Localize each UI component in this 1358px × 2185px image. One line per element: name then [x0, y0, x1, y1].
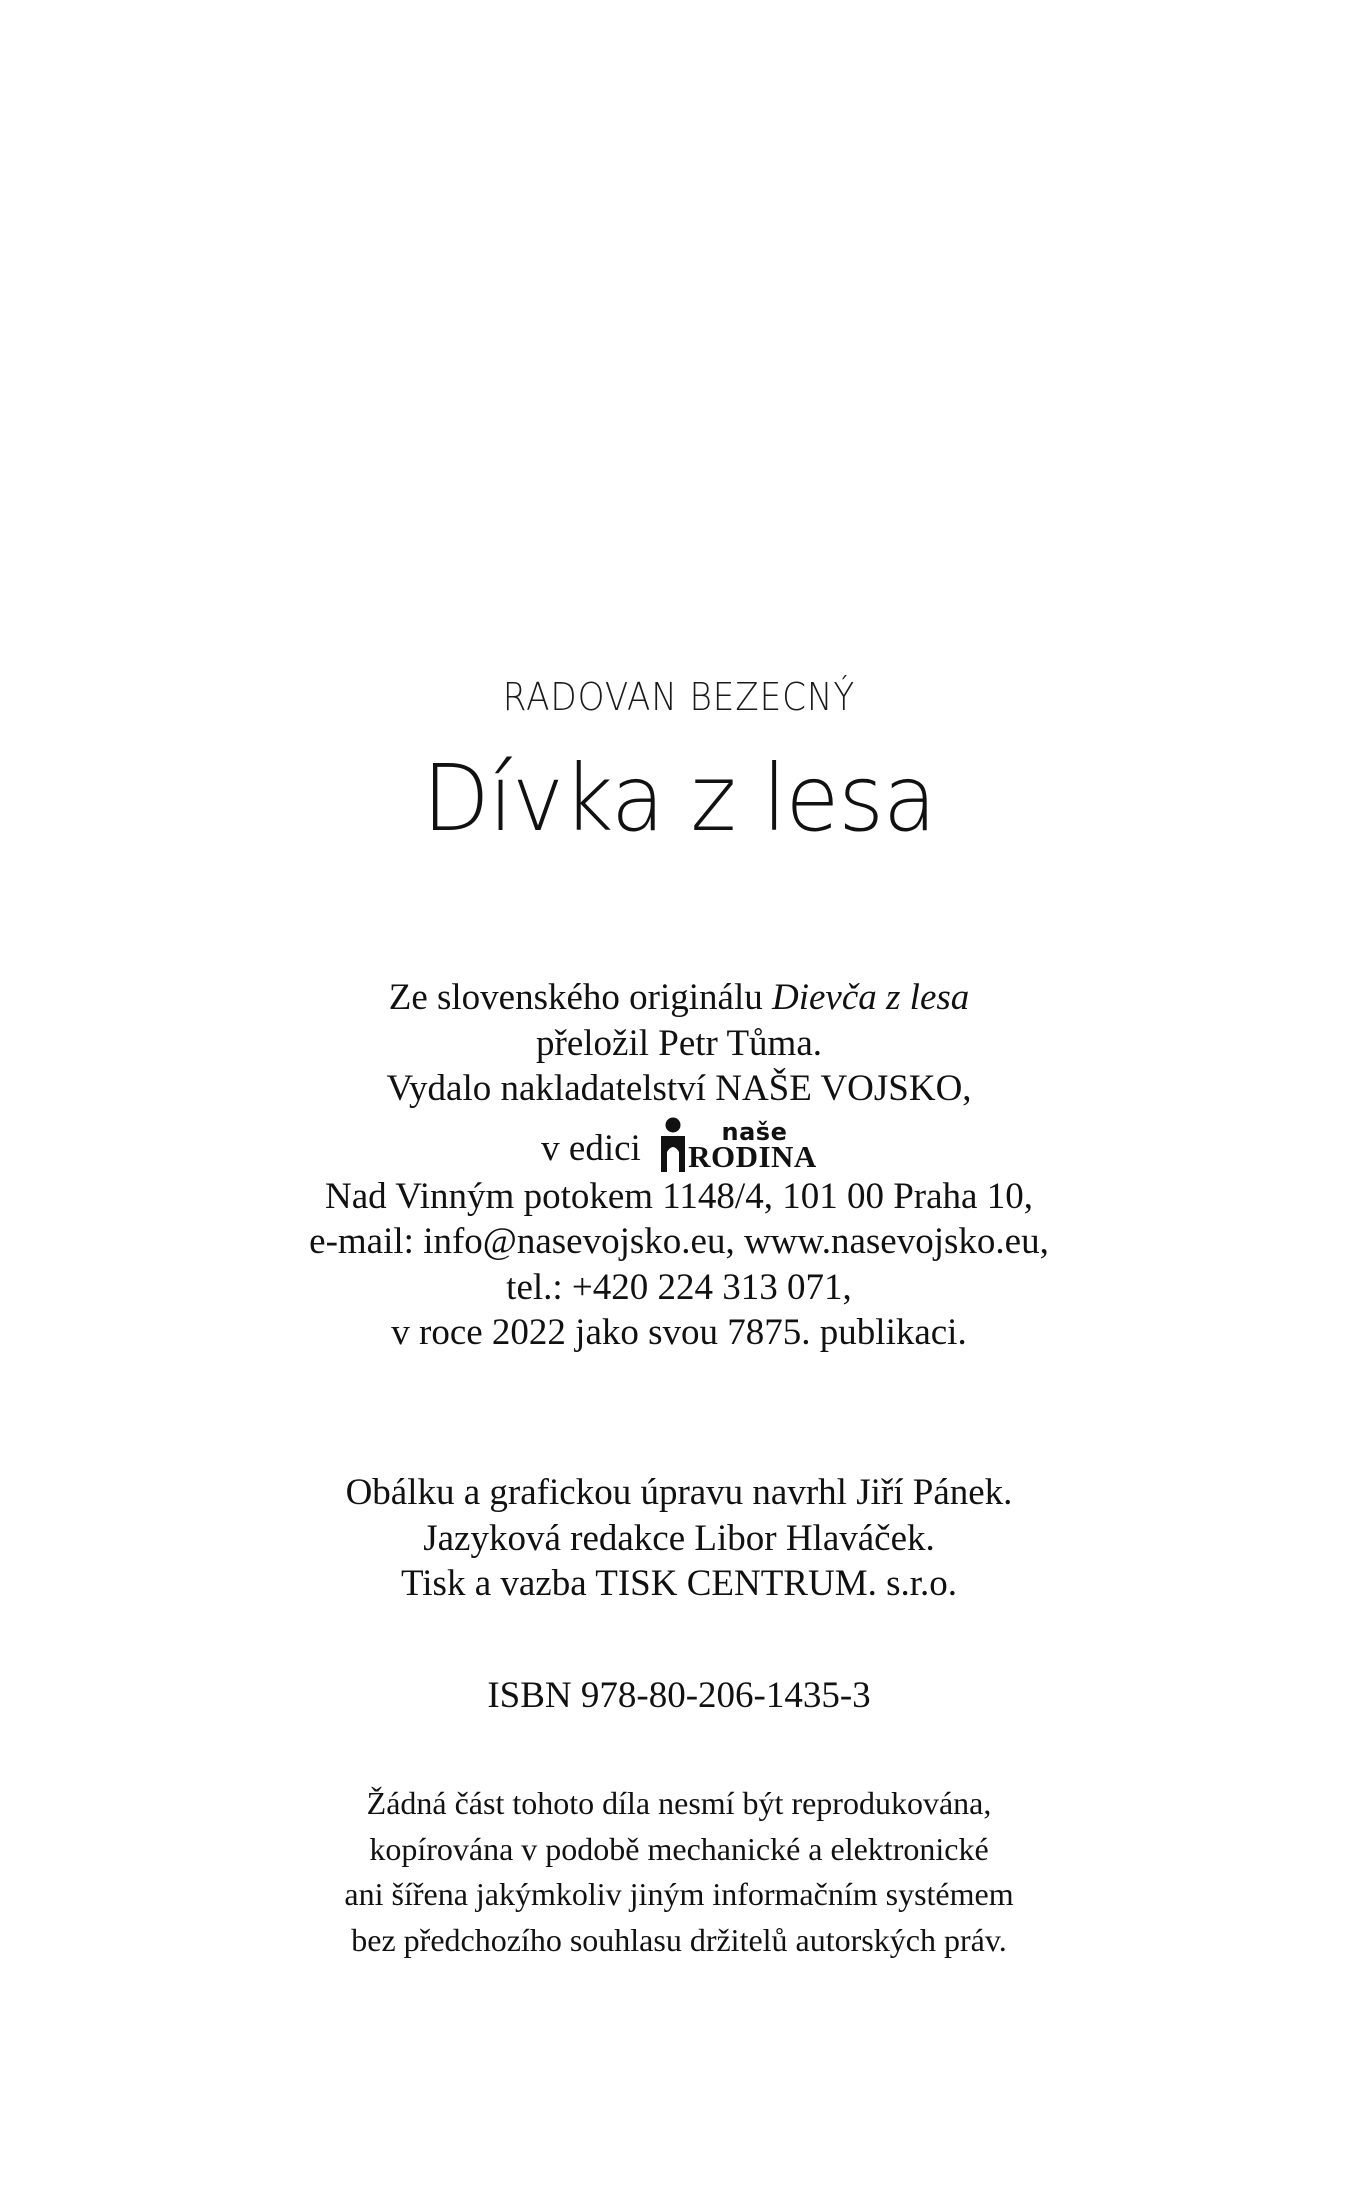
rights-notice [0, 1781, 1358, 1963]
address-line: Nad Vinným potokem 1148/4, 101 00 Praha 10, [325, 1175, 1033, 1217]
edition-label: v edici [541, 1128, 641, 1169]
rights-line: kopírována v podobě mechanické a elektronické [369, 1830, 989, 1867]
imprint-block [0, 975, 1358, 1356]
publication-line: v roce 2022 jako svou 7875. publikaci. [391, 1312, 967, 1353]
logo-text-top: naše [721, 1117, 788, 1146]
credit-line: Obálku a grafickou úpravu navrhl Jiří Pánek. [345, 1472, 1013, 1513]
rights-line: Žádná část tohoto díla nesmí být reprodukována, [366, 1785, 992, 1821]
translation-note: Ze slovenského originálu Dievča z lesa [388, 977, 970, 1018]
credit-line: Jazyková redakce Libor Hlaváček. [423, 1517, 935, 1559]
publisher-line: Vydalo nakladatelství NAŠE VOJSKO, [386, 1068, 972, 1109]
phone-line: tel.: +420 224 313 071, [506, 1266, 852, 1308]
book-title: Dívka z lesa [422, 745, 936, 852]
rodina-figure-icon [660, 1116, 686, 1172]
rights-line: ani šířena jakýmkoliv jiným informačním systémem [344, 1876, 1014, 1912]
translator-line: přeložil Petr Tůma. [536, 1022, 822, 1064]
author-name: RADOVAN BEZECNÝ [502, 675, 856, 719]
isbn: ISBN 978-80-206-1435-3 [487, 1675, 871, 1716]
original-title: Dievča z lesa [772, 977, 970, 1018]
credits-block [0, 1470, 1358, 1607]
contact-line: e-mail: info@nasevojsko.eu, www.nasevojsko.eu, [309, 1221, 1049, 1262]
rights-line: bez předchozího souhlasu držitelů autorských práv. [351, 1921, 1007, 1958]
nase-rodina-logo [660, 1112, 817, 1172]
logo-text-bottom: RODINA [688, 1138, 817, 1174]
edition-line [0, 1112, 1358, 1174]
credit-line: Tisk a vazba TISK CENTRUM. s.r.o. [400, 1563, 958, 1604]
